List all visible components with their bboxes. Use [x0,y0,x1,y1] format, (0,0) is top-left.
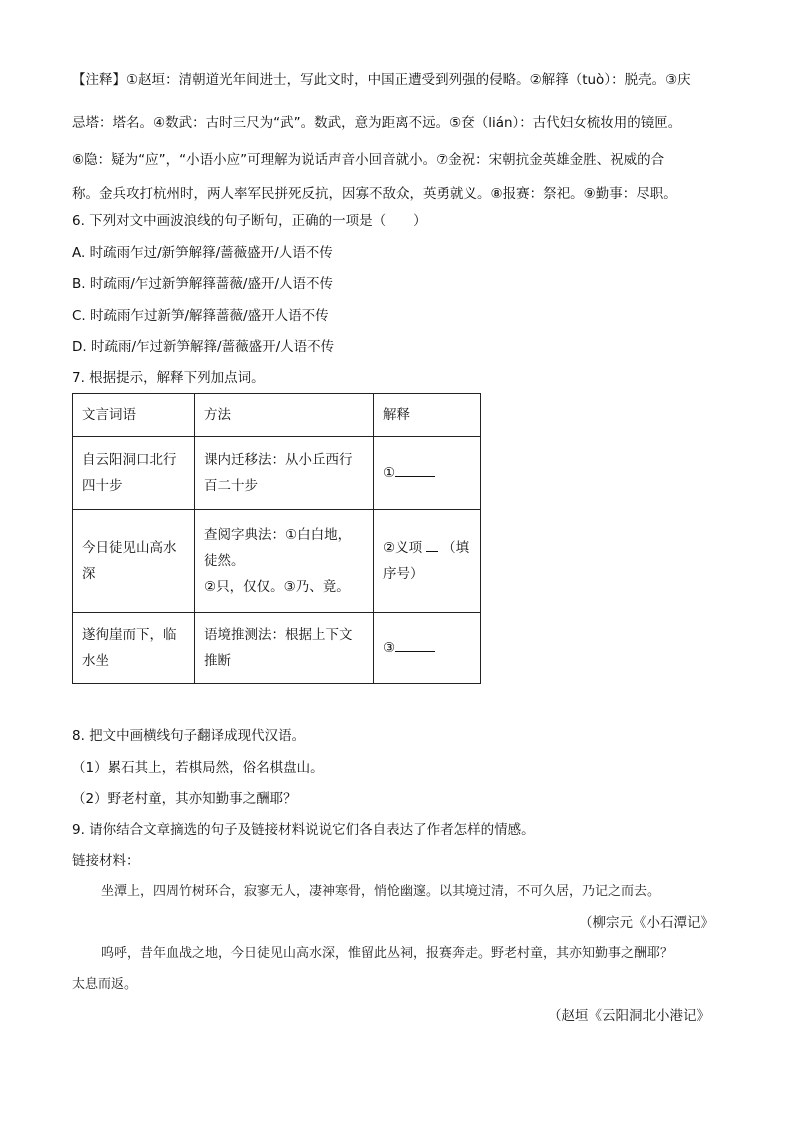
q8-item: （1）累石其上，若棋局然，俗名棋盘山。 [72,760,324,776]
question-9-stem: 9. 请你结合文章摘选的句子及链接材料说说它们各自表达了作者怎样的情感。 [72,822,535,838]
answer-cell: ③ [374,613,481,684]
table-header: 方法 [195,394,374,437]
question-6-stem: 6. 下列对文中画波浪线的句子断句，正确的一项是（ ） [72,213,427,229]
table-cell: 自云阳洞口北行 四十步 [73,437,195,510]
note-line: ⑥隐：疑为“应”，“小语小应”可理解为说话声音小回音就小。⑦金祝：宋朝抗金英雄金胜、祝威的合 [72,152,665,168]
table-row [73,437,481,510]
table-row [73,613,481,684]
option-b: B. 时疏雨/乍过新笋解箨蔷薇/盛开/人语不传 [72,276,333,292]
q8-item: （2）野老村童，其亦知勤事之酬耶？ [72,791,297,807]
quote-1: 坐潭上，四周竹树环合，寂寥无人，凄神寒骨，悄怆幽邃。以其境过清，不可久居，乃记之而去。 [101,884,661,899]
quote-2-cont: 太息而返。 [72,977,138,992]
table-cell: 课内迁移法：从小丘西行 百二十步 [195,437,374,510]
option-c: C. 时疏雨乍过新笋/解箨蔷薇/盛开人语不传 [72,308,329,324]
note-line: 忌塔：塔名。④数武：古时三尺为“武”。数武，意为距离不远。⑤奁（lián）：古代妇女梳妆用的镜匣。 [72,115,682,131]
table-cell: 语境推测法：根据上下文 推断 [195,613,374,684]
source-1: （柳宗元《小石潭记》 [579,915,714,931]
table-row [73,510,481,613]
table-header: 解释 [374,394,481,437]
answer-blank[interactable] [395,637,435,652]
annotation-notes [72,70,727,204]
question-8-stem: 8. 把文中画横线句子翻译成现代汉语。 [72,728,306,744]
answer-cell: ① [374,437,481,510]
table-header: 文言词语 [73,394,195,437]
answer-blank[interactable] [395,462,435,477]
note-line: 称。金兵攻打杭州时，两人率军民拼死反抗，因寡不敌众，英勇就义。⑧报赛：祭祀。⑨勤事：尽职。 [72,186,677,202]
quote-2: 呜呼，昔年血战之地，今日徒见山高水深，惟留此丛祠，报赛奔走。野老村童，其亦知勤事之酬耶？ [101,946,674,961]
option-d: D. 时疏雨/乍过新笋解箨/蔷薇盛开/人语不传 [72,339,335,355]
answer-blank[interactable] [426,537,438,552]
option-a: A. 时疏雨乍过/新笋解箨/蔷薇盛开/人语不传 [72,245,333,261]
question-7-stem: 7. 根据提示，解释下列加点词。 [72,370,265,386]
question-7-table [72,393,481,684]
table-cell: 查阅字典法：①白白地， 徒然。 ②只，仅仅。③乃、竟。 [195,510,374,613]
source-2: （赵垣《云阳洞北小港记》 [548,1008,710,1024]
table-cell: 今日徒见山高水 深 [73,510,195,613]
answer-cell: ②义项 （填 序号） [374,510,481,613]
material-label: 链接材料： [72,853,140,869]
table-cell: 遂徇崖而下，临 水坐 [73,613,195,684]
note-line: 【注释】①赵垣：清朝道光年间进士，写此文时，中国正遭受到列强的侵略。②解箨（tuò）：脱壳。③庆 [72,72,691,88]
